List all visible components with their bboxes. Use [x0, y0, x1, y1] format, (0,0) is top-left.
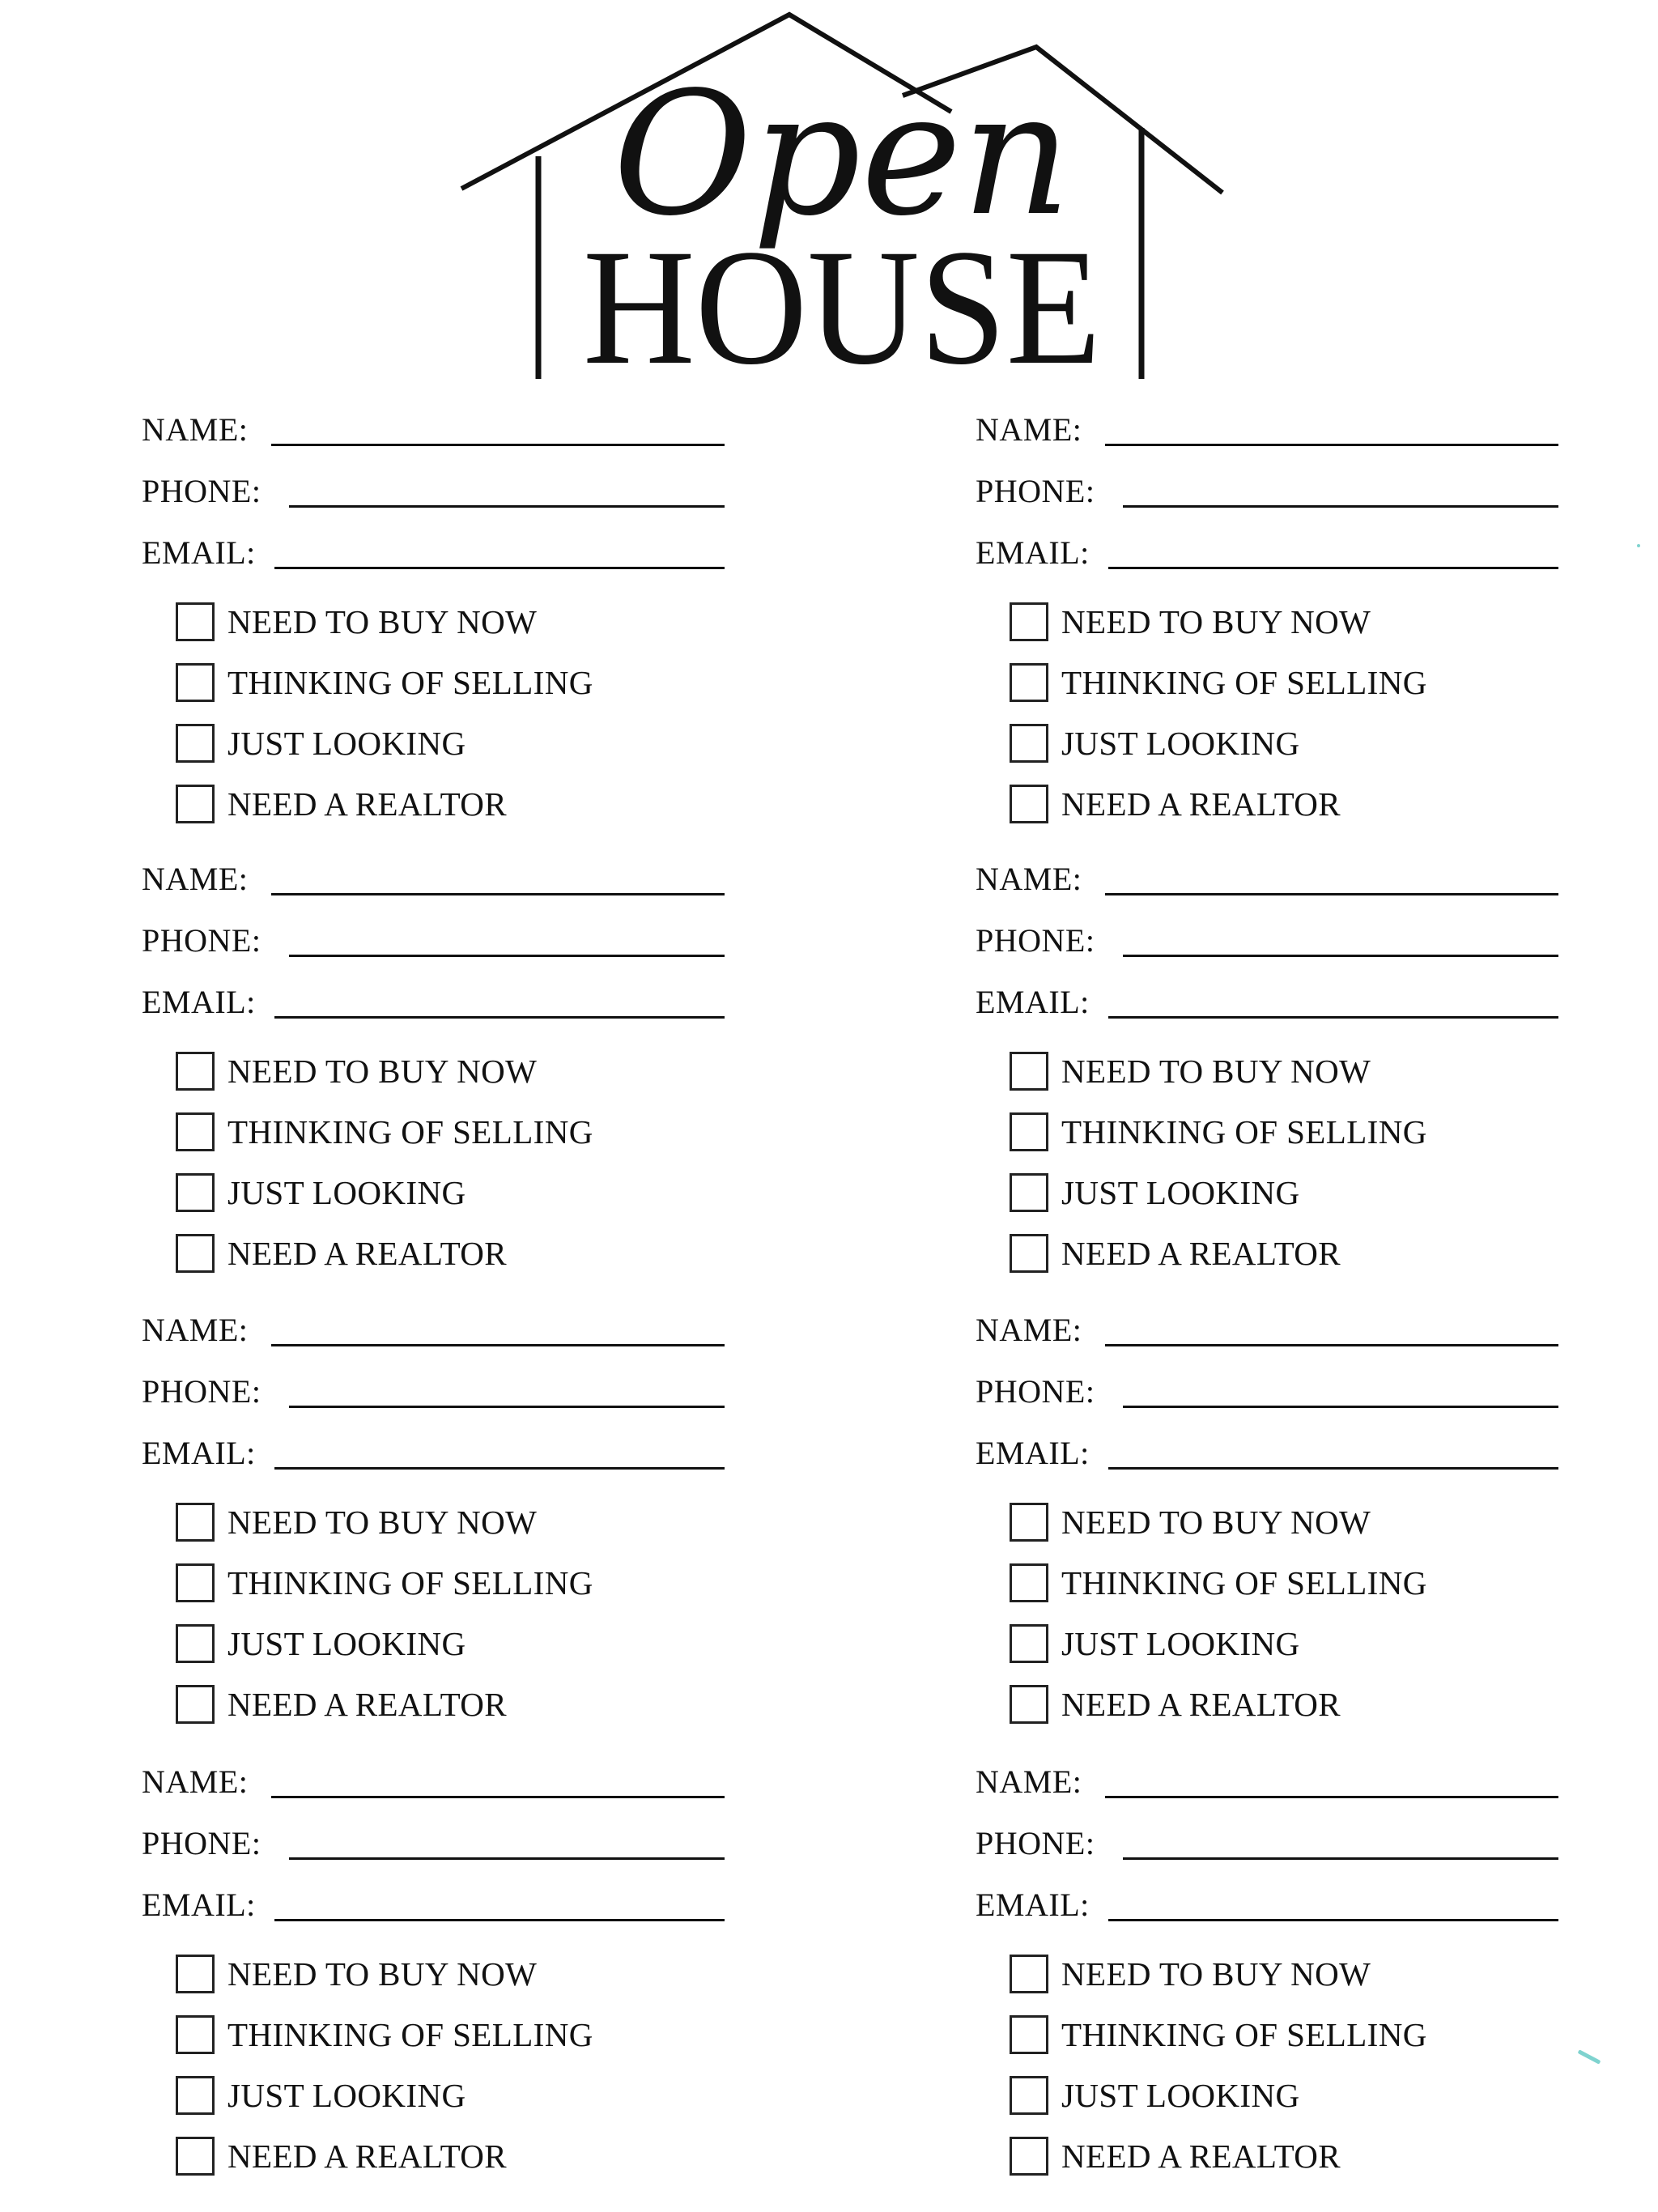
email-field-row	[142, 1424, 725, 1473]
email-field-row	[976, 973, 1558, 1022]
email-label: EMAIL:	[976, 984, 1090, 1020]
phone-field-row	[142, 462, 725, 511]
option-checkbox[interactable]	[176, 1173, 215, 1212]
email-field-row	[142, 1876, 725, 1925]
option-checkbox[interactable]	[176, 785, 215, 823]
option-row	[176, 1951, 694, 1998]
option-label: JUST LOOKING	[227, 1625, 466, 1662]
phone-input-line[interactable]	[289, 505, 725, 508]
option-label: NEED TO BUY NOW	[227, 1504, 538, 1541]
option-checkbox[interactable]	[1010, 1234, 1048, 1273]
option-row	[176, 1560, 694, 1607]
option-label: NEED A REALTOR	[227, 785, 508, 823]
option-row	[176, 781, 694, 828]
phone-input-line[interactable]	[1123, 505, 1558, 508]
option-row	[1010, 2133, 1528, 2180]
option-label: NEED A REALTOR	[1061, 1235, 1341, 1272]
name-label: NAME:	[142, 1312, 249, 1348]
option-checkbox[interactable]	[176, 602, 215, 641]
option-label: THINKING OF SELLING	[1061, 2016, 1427, 2053]
name-input-line[interactable]	[1105, 893, 1558, 895]
teal-speck	[1637, 544, 1640, 547]
visitor-entry	[142, 1753, 741, 2190]
option-label: JUST LOOKING	[227, 1174, 466, 1211]
option-row	[176, 1170, 694, 1217]
email-label: EMAIL:	[976, 1435, 1090, 1471]
name-field-row	[142, 401, 725, 449]
option-checkbox[interactable]	[176, 2076, 215, 2115]
name-label: NAME:	[976, 861, 1082, 897]
option-row	[176, 2012, 694, 2059]
phone-input-line[interactable]	[289, 955, 725, 957]
email-label: EMAIL:	[976, 1887, 1090, 1923]
option-row	[1010, 1049, 1528, 1095]
option-label: JUST LOOKING	[1061, 725, 1300, 762]
option-row	[1010, 599, 1528, 646]
email-field-row	[976, 524, 1558, 572]
name-label: NAME:	[142, 1763, 249, 1800]
visitor-entry	[142, 850, 741, 1287]
visitor-entry	[976, 401, 1575, 838]
option-label: THINKING OF SELLING	[227, 2016, 593, 2053]
name-label: NAME:	[976, 411, 1082, 448]
option-label: JUST LOOKING	[227, 725, 466, 762]
email-label: EMAIL:	[142, 1887, 256, 1923]
option-label: JUST LOOKING	[1061, 1174, 1300, 1211]
option-checkbox[interactable]	[1010, 602, 1048, 641]
phone-label: PHONE:	[976, 1373, 1095, 1410]
logo-block-word: HOUSE	[583, 215, 1101, 387]
option-checkbox[interactable]	[1010, 663, 1048, 702]
email-input-line[interactable]	[274, 1467, 725, 1470]
option-row	[1010, 1560, 1528, 1607]
name-input-line[interactable]	[271, 1344, 725, 1346]
visitor-entry	[976, 1753, 1575, 2190]
name-input-line[interactable]	[271, 444, 725, 446]
name-field-row	[976, 401, 1558, 449]
option-checkbox[interactable]	[1010, 1052, 1048, 1091]
name-label: NAME:	[142, 861, 249, 897]
option-row	[1010, 1109, 1528, 1156]
option-row	[1010, 1621, 1528, 1668]
option-checkbox[interactable]	[1010, 1173, 1048, 1212]
name-field-row	[976, 1301, 1558, 1350]
option-checkbox[interactable]	[1010, 2076, 1048, 2115]
option-label: NEED A REALTOR	[1061, 2138, 1341, 2175]
option-checkbox[interactable]	[176, 1624, 215, 1663]
option-label: NEED A REALTOR	[227, 1235, 508, 1272]
option-label: THINKING OF SELLING	[1061, 1564, 1427, 1602]
option-label: JUST LOOKING	[1061, 1625, 1300, 1662]
option-checkbox[interactable]	[176, 2137, 215, 2176]
option-label: NEED TO BUY NOW	[1061, 1053, 1371, 1090]
phone-label: PHONE:	[142, 1373, 261, 1410]
option-row	[176, 1109, 694, 1156]
option-row	[176, 2133, 694, 2180]
option-checkbox[interactable]	[1010, 1503, 1048, 1542]
email-input-line[interactable]	[1108, 1919, 1558, 1921]
email-input-line[interactable]	[1108, 567, 1558, 569]
phone-field-row	[142, 1814, 725, 1863]
visitor-entry	[142, 401, 741, 838]
email-input-line[interactable]	[274, 1919, 725, 1921]
visitor-entry	[142, 1301, 741, 1738]
option-label: NEED TO BUY NOW	[1061, 603, 1371, 640]
option-checkbox[interactable]	[1010, 1624, 1048, 1663]
option-row	[176, 1049, 694, 1095]
phone-label: PHONE:	[976, 473, 1095, 509]
option-checkbox[interactable]	[176, 1234, 215, 1273]
name-input-line[interactable]	[271, 893, 725, 895]
option-row	[176, 1499, 694, 1546]
option-row	[1010, 1170, 1528, 1217]
logo-script-word: Open	[612, 55, 1072, 253]
email-label: EMAIL:	[142, 984, 256, 1020]
option-row	[176, 1621, 694, 1668]
option-label: THINKING OF SELLING	[227, 1564, 593, 1602]
option-checkbox[interactable]	[1010, 1685, 1048, 1724]
option-label: NEED A REALTOR	[1061, 1686, 1341, 1723]
name-input-line[interactable]	[271, 1796, 725, 1798]
phone-input-line[interactable]	[1123, 1857, 1558, 1860]
option-label: THINKING OF SELLING	[1061, 1113, 1427, 1151]
email-label: EMAIL:	[142, 1435, 256, 1471]
phone-input-line[interactable]	[289, 1857, 725, 1860]
option-checkbox[interactable]	[176, 663, 215, 702]
phone-field-row	[976, 912, 1558, 960]
name-label: NAME:	[976, 1312, 1082, 1348]
name-label: NAME:	[976, 1763, 1082, 1800]
email-field-row	[976, 1876, 1558, 1925]
email-input-line[interactable]	[274, 1016, 725, 1019]
option-label: JUST LOOKING	[227, 2077, 466, 2114]
option-row	[1010, 1499, 1528, 1546]
option-checkbox[interactable]	[1010, 2137, 1048, 2176]
email-input-line[interactable]	[274, 567, 725, 569]
option-label: NEED A REALTOR	[227, 1686, 508, 1723]
option-label: JUST LOOKING	[1061, 2077, 1300, 2114]
name-input-line[interactable]	[1105, 1796, 1558, 1798]
email-input-line[interactable]	[1108, 1467, 1558, 1470]
option-checkbox[interactable]	[176, 1685, 215, 1724]
option-row	[1010, 1682, 1528, 1729]
option-row	[1010, 1951, 1528, 1998]
option-row	[1010, 721, 1528, 768]
option-checkbox[interactable]	[176, 1563, 215, 1602]
visitor-entry	[976, 850, 1575, 1287]
name-field-row	[142, 1301, 725, 1350]
name-field-row	[976, 850, 1558, 899]
phone-label: PHONE:	[142, 922, 261, 959]
phone-input-line[interactable]	[1123, 955, 1558, 957]
option-label: THINKING OF SELLING	[1061, 664, 1427, 701]
phone-field-row	[976, 1814, 1558, 1863]
option-label: NEED TO BUY NOW	[1061, 1504, 1371, 1541]
phone-field-row	[976, 462, 1558, 511]
option-checkbox[interactable]	[1010, 1955, 1048, 1993]
email-field-row	[976, 1424, 1558, 1473]
phone-field-row	[142, 912, 725, 960]
option-row	[1010, 781, 1528, 828]
option-label: THINKING OF SELLING	[227, 1113, 593, 1151]
phone-field-row	[976, 1363, 1558, 1411]
email-input-line[interactable]	[1108, 1016, 1558, 1019]
option-row	[1010, 2073, 1528, 2120]
name-input-line[interactable]	[1105, 444, 1558, 446]
phone-field-row	[142, 1363, 725, 1411]
email-field-row	[142, 973, 725, 1022]
phone-label: PHONE:	[976, 1825, 1095, 1861]
phone-label: PHONE:	[142, 473, 261, 509]
option-label: NEED A REALTOR	[227, 2138, 508, 2175]
phone-label: PHONE:	[142, 1825, 261, 1861]
option-checkbox[interactable]	[1010, 1563, 1048, 1602]
option-checkbox[interactable]	[176, 1955, 215, 1993]
name-label: NAME:	[142, 411, 249, 448]
option-row	[1010, 2012, 1528, 2059]
option-label: NEED TO BUY NOW	[227, 1053, 538, 1090]
option-label: NEED TO BUY NOW	[227, 603, 538, 640]
phone-input-line[interactable]	[1123, 1406, 1558, 1408]
option-checkbox[interactable]	[176, 724, 215, 763]
option-checkbox[interactable]	[176, 2015, 215, 2054]
option-label: NEED A REALTOR	[1061, 785, 1341, 823]
option-row	[176, 2073, 694, 2120]
option-checkbox[interactable]	[1010, 1112, 1048, 1151]
option-row	[176, 599, 694, 646]
option-label: NEED TO BUY NOW	[1061, 1955, 1371, 1993]
visitor-entry	[976, 1301, 1575, 1738]
email-label: EMAIL:	[142, 534, 256, 571]
phone-label: PHONE:	[976, 922, 1095, 959]
option-row	[176, 1682, 694, 1729]
option-checkbox[interactable]	[1010, 724, 1048, 763]
option-checkbox[interactable]	[176, 1503, 215, 1542]
email-label: EMAIL:	[976, 534, 1090, 571]
option-row	[1010, 1231, 1528, 1278]
option-row	[176, 660, 694, 707]
option-label: NEED TO BUY NOW	[227, 1955, 538, 1993]
option-checkbox[interactable]	[1010, 785, 1048, 823]
name-field-row	[142, 850, 725, 899]
name-input-line[interactable]	[1105, 1344, 1558, 1346]
name-field-row	[976, 1753, 1558, 1802]
phone-input-line[interactable]	[289, 1406, 725, 1408]
name-field-row	[142, 1753, 725, 1802]
option-checkbox[interactable]	[176, 1052, 215, 1091]
option-row	[1010, 660, 1528, 707]
email-field-row	[142, 524, 725, 572]
option-row	[176, 721, 694, 768]
option-row	[176, 1231, 694, 1278]
option-checkbox[interactable]	[176, 1112, 215, 1151]
option-label: THINKING OF SELLING	[227, 664, 593, 701]
option-checkbox[interactable]	[1010, 2015, 1048, 2054]
